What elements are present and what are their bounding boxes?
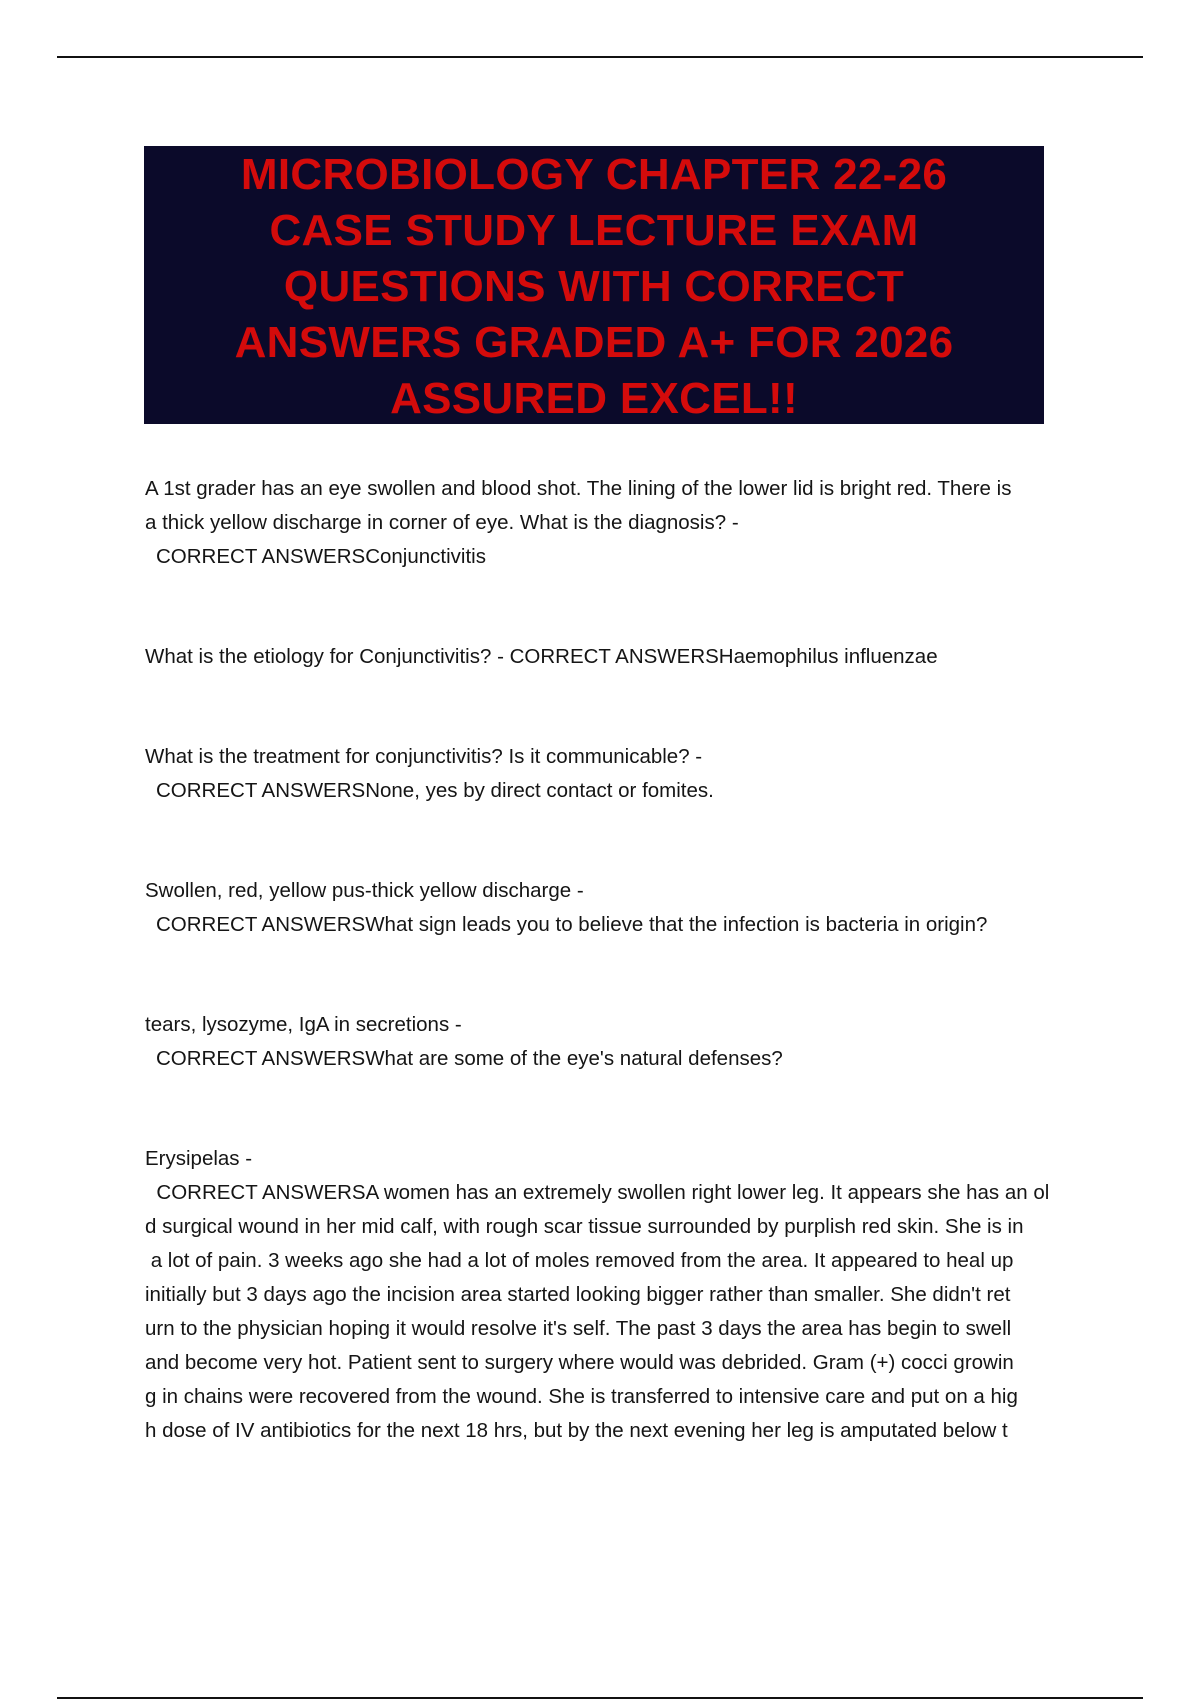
question-line: A 1st grader has an eye swollen and blood shot. The lining of the lower lid is bright red. There is: [145, 477, 1012, 500]
qa-item-4: [145, 874, 1090, 942]
answer-line: g in chains were recovered from the wound. She is transferred to intensive care and put on a hig: [145, 1385, 1018, 1408]
question-answer-line: What is the etiology for Conjunctivitis? - CORRECT ANSWERSHaemophilus influenzae: [145, 645, 938, 668]
title-line: ASSURED EXCEL!!: [390, 374, 798, 423]
answer-line: d surgical wound in her mid calf, with rough scar tissue surrounded by purplish red skin. She is in: [145, 1215, 1024, 1238]
question-line: Erysipelas -: [145, 1147, 253, 1170]
qa-item-3: [145, 740, 1090, 808]
top-divider: [57, 56, 1143, 58]
answer-line: CORRECT ANSWERSWhat sign leads you to believe that the infection is bacteria in origin?: [156, 913, 988, 936]
question-line: Swollen, red, yellow pus-thick yellow discharge -: [145, 879, 584, 902]
answer-line: initially but 3 days ago the incision area started looking bigger rather than smaller. She didn't ret: [145, 1283, 1011, 1306]
title-line: MICROBIOLOGY CHAPTER 22-26: [240, 150, 948, 199]
spacer: [145, 808, 1090, 874]
answer-line: h dose of IV antibiotics for the next 18 hrs, but by the next evening her leg is amputated below t: [145, 1419, 1008, 1442]
spacer: [145, 574, 1090, 640]
title-banner: [144, 146, 1044, 424]
spacer: [145, 942, 1090, 1008]
spacer: [145, 674, 1090, 740]
bottom-divider: [57, 1697, 1143, 1699]
answer-line: and become very hot. Patient sent to surgery where would was debrided. Gram (+) cocci growin: [145, 1351, 1014, 1374]
question-line: a thick yellow discharge in corner of eye. What is the diagnosis? -: [145, 511, 739, 534]
document-body: [145, 472, 1090, 1448]
title-line: CASE STUDY LECTURE EXAM: [269, 206, 919, 255]
answer-line: CORRECT ANSWERSWhat are some of the eye's natural defenses?: [156, 1047, 783, 1070]
answer-line: CORRECT ANSWERSNone, yes by direct contact or fomites.: [156, 779, 714, 802]
title-line: ANSWERS GRADED A+ FOR 2026: [234, 318, 954, 367]
spacer: [145, 1076, 1090, 1142]
qa-item-1: [145, 472, 1090, 574]
answer-line: a lot of pain. 3 weeks ago she had a lot of moles removed from the area. It appeared to heal up: [145, 1249, 1014, 1272]
qa-item-2: [145, 640, 1090, 674]
question-line: What is the treatment for conjunctivitis? Is it communicable? -: [145, 745, 703, 768]
answer-line: CORRECT ANSWERSConjunctivitis: [156, 545, 486, 568]
answer-line: urn to the physician hoping it would resolve it's self. The past 3 days the area has begin to swell: [145, 1317, 1012, 1340]
qa-item-6: [145, 1142, 1090, 1448]
title-line: QUESTIONS WITH CORRECT: [283, 262, 905, 311]
qa-item-5: [145, 1008, 1090, 1076]
question-line: tears, lysozyme, IgA in secretions -: [145, 1013, 462, 1036]
answer-line: CORRECT ANSWERSA women has an extremely swollen right lower leg. It appears she has an ol: [145, 1181, 1050, 1204]
